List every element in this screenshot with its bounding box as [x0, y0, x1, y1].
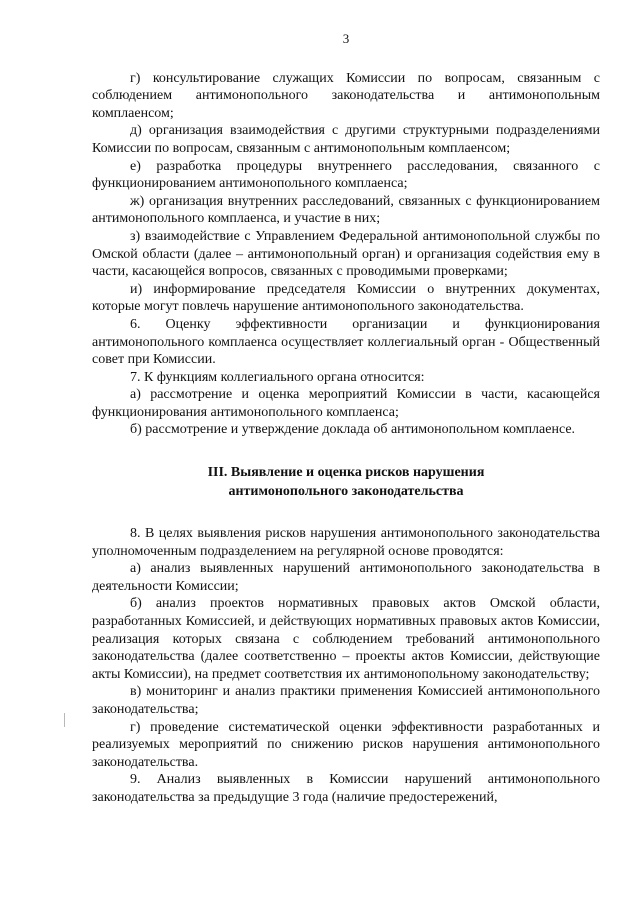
paragraph-7: 7. К функциям коллегиального органа относится: [130, 369, 425, 385]
paragraph-8g: г) проведение систематической оценки эффективности разработанных и реализуемых мероприятий по снижению рисков нарушения антимонопольного законодательства. [92, 719, 600, 770]
section-heading-line-1: III. Выявление и оценка рисков нарушения [207, 465, 485, 481]
paragraph-7a: а) рассмотрение и оценка мероприятий Комиссии в части, касающейся функционирования антимонопольного комплаенса; [92, 387, 600, 420]
section-heading [92, 463, 600, 501]
page-number: 3 [342, 31, 350, 46]
scan-margin-mark [64, 713, 65, 727]
paragraph-e: е) разработка процедуры внутреннего расследования, связанного с функционированием антимонопольного комплаенса; [92, 158, 600, 192]
paragraph-d: д) организация взаимодействия с другими структурными подразделениями Комиссии по вопросам, связанным с антимонопольным комплаенсом; [92, 123, 600, 156]
paragraph-8: 8. В целях выявления рисков нарушения антимонопольного законодательства уполномоченным подразделением на регулярной основе проводятся: [92, 526, 600, 559]
paragraph-z: з) взаимодействие с Управлением Федеральной антимонопольной службы по Омской области (далее – антимонопольный орган) и организация содействия ему в части, касающейся вопросов, связанных с проводимыми проверками; [92, 228, 600, 280]
paragraph-9: 9. Анализ выявленных в Комиссии нарушений антимонопольного законодательства за предыдущие 3 года (наличие предостережений, [92, 772, 600, 805]
paragraph-i: и) информирование председателя Комиссии о внутренних документах, которые могут повлечь нарушение антимонопольного законодательства. [92, 281, 600, 315]
paragraph-7b: б) рассмотрение и утверждение доклада об антимонопольном комплаенсе. [130, 422, 576, 438]
section-heading-line-2: антимонопольного законодательства [228, 484, 464, 500]
paragraph-8b: б) анализ проектов нормативных правовых актов Омской области, разработанных Комиссией, и действующих нормативных правовых актов Комиссии, реализация которых связана с соблюдением требований антимонопольного законодательства (далее соответственно – проекты актов Комиссии, действующие акты Комиссии), на предмет соответствия их антимонопольному законодательству; [92, 596, 600, 682]
paragraph-zh: ж) организация внутренних расследований, связанных с функционированием антимонопольного комплаенса, и участие в них; [92, 193, 600, 227]
document-page [92, 30, 600, 807]
paragraph-g: г) консультирование служащих Комиссии по вопросам, связанным с соблюдением антимонопольного законодательства и антимонопольным комплаенсом; [92, 70, 600, 121]
paragraph-6: 6. Оценку эффективности организации и функционирования антимонопольного комплаенса осуществляет коллегиальный орган - Общественный совет при Комиссии. [92, 316, 600, 368]
paragraph-8v: в) мониторинг и анализ практики применения Комиссией антимонопольного законодательства; [92, 684, 600, 717]
paragraph-8a: а) анализ выявленных нарушений антимонопольного законодательства в деятельности Комиссии; [92, 561, 600, 594]
